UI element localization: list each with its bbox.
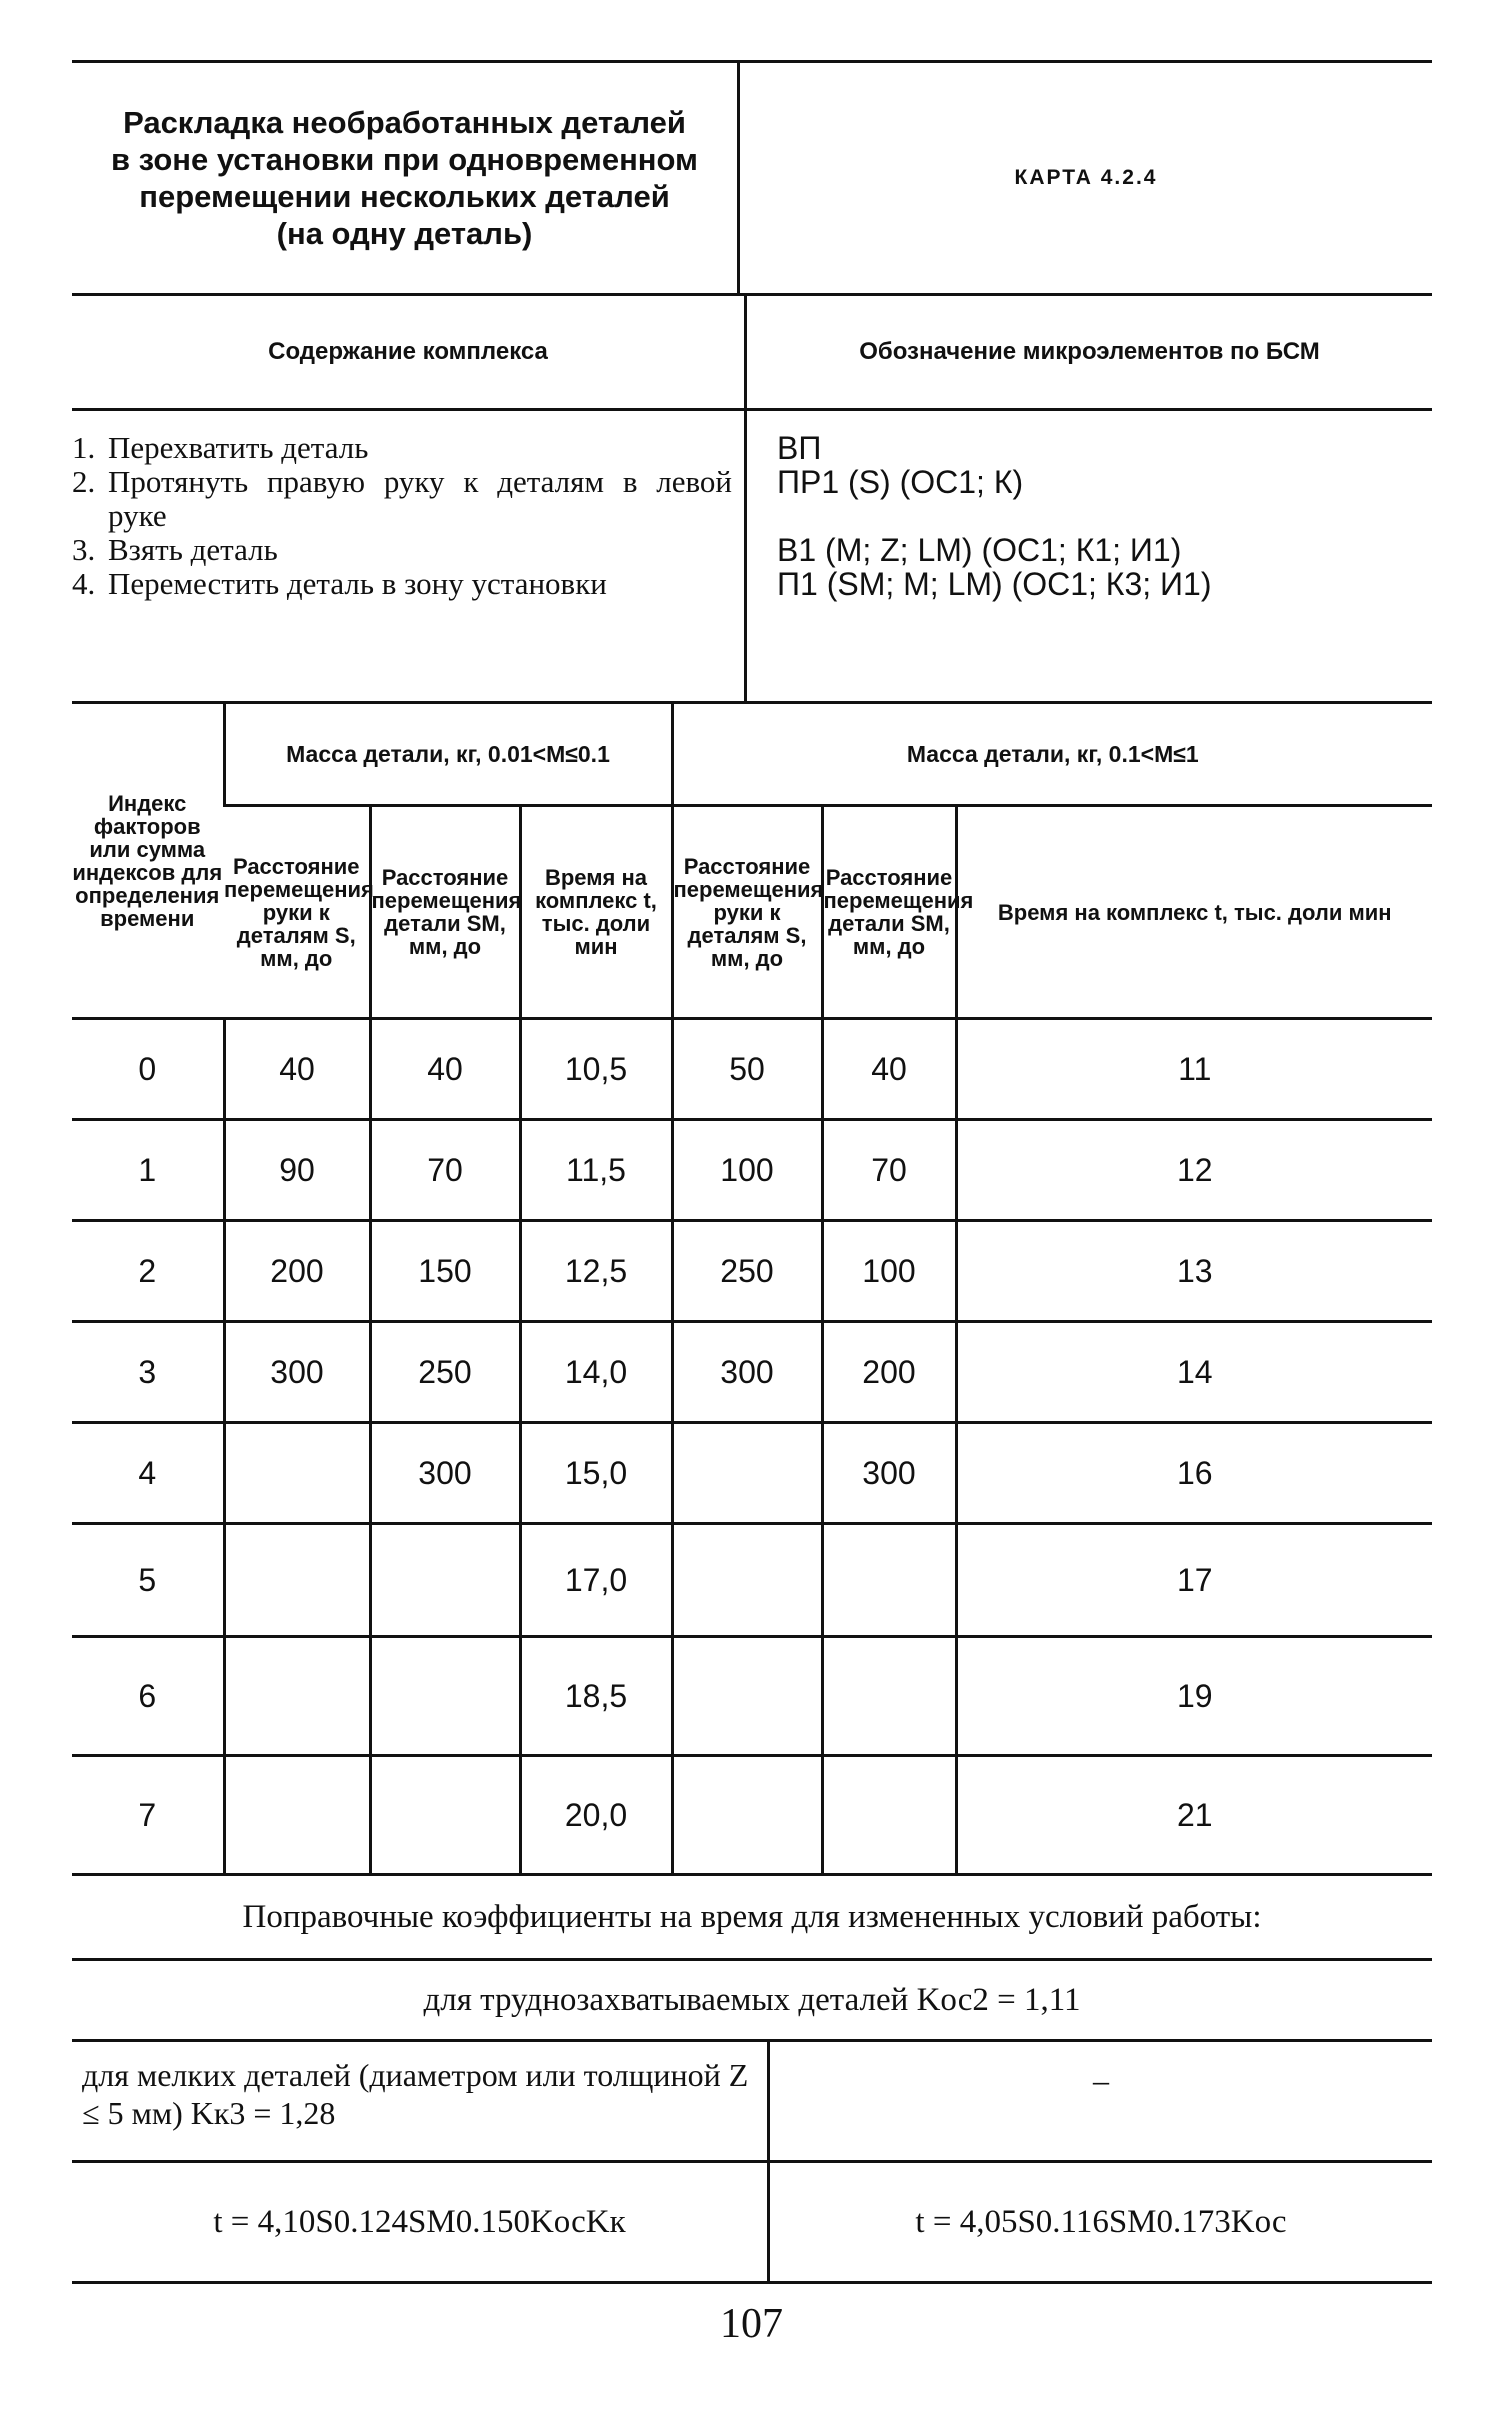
steps-list xyxy=(72,411,744,701)
step-code: ПР1 (S) (ОС1; К) xyxy=(777,464,1024,500)
table-row: 6 18,5 19 xyxy=(72,1637,1432,1756)
small-parts-row xyxy=(72,2042,1432,2160)
hard-grip-coefficient: для труднозахватываемых деталей Kос2 = 1,11 xyxy=(423,1981,1081,2018)
table-row: 0 40 40 10,5 50 40 11 xyxy=(72,1019,1432,1120)
sub-header: Расстояние перемещения детали SM, мм, до xyxy=(370,806,520,1019)
sub-header: Расстояние перемещения детали SM, мм, до xyxy=(822,806,956,1019)
sub-header: Время на комплекс t, тыс. доли мин xyxy=(956,806,1432,1019)
sub-header: Время на комплекс t, тыс. доли мин xyxy=(520,806,672,1019)
step-code: ВП xyxy=(777,430,822,466)
title-line: (на одну деталь) xyxy=(276,216,533,251)
title-line: в зоне установки при одновременном xyxy=(111,142,698,177)
formulas-row xyxy=(72,2163,1432,2281)
formula-left: t = 4,10S0.124SM0.150KосKк xyxy=(213,2203,626,2240)
sub-header: Расстояние перемещения руки к деталям S, мм, до xyxy=(672,806,822,1019)
steps-section xyxy=(72,411,1432,701)
group-header-heavy: Масса детали, кг, 0.1<M≤1 xyxy=(672,704,1432,806)
small-parts-coefficient: для мелких деталей (диаметром или толщиной Z ≤ 5 мм) Kк3 = 1,28 xyxy=(82,2057,749,2131)
step-code: П1 (SM; M; LM) (ОС1; К3; И1) xyxy=(777,566,1212,602)
card-number: КАРТА 4.2.4 xyxy=(1014,166,1158,189)
table-row: 3 300 250 14,0 300 200 14 xyxy=(72,1322,1432,1423)
designation-label: Обозначение микроэлементов по БСМ xyxy=(859,338,1320,365)
step-item: 2. Протянуть правую руку к деталям в левой руке xyxy=(72,464,732,533)
time-table xyxy=(72,704,1432,1876)
document-page xyxy=(72,60,1432,2284)
table-row: 2 200 150 12,5 250 100 13 xyxy=(72,1221,1432,1322)
codes-list xyxy=(747,411,1432,701)
title-line: Раскладка необработанных деталей xyxy=(123,105,686,140)
column-labels xyxy=(72,296,1432,408)
index-header: Индекс факторов или сумма индексов для определения времени xyxy=(72,704,224,1019)
corrections-title: Поправочные коэффициенты на время для измененных условий работы: xyxy=(242,1898,1262,1935)
table-row: 4 300 15,0 300 16 xyxy=(72,1423,1432,1524)
title-line: перемещении нескольких деталей xyxy=(139,179,670,214)
page-number: 107 xyxy=(720,2301,783,2347)
group-header-light: Масса детали, кг, 0.01<M≤0.1 xyxy=(224,704,672,806)
step-code: В1 (М; Z; LM) (ОС1; К1; И1) xyxy=(777,532,1182,568)
step-item: 3. Взять деталь xyxy=(72,532,278,567)
table-row: 5 17,0 17 xyxy=(72,1524,1432,1637)
card-title xyxy=(72,63,737,293)
small-parts-dash: – xyxy=(1093,2062,1109,2098)
table-row: 1 90 70 11,5 100 70 12 xyxy=(72,1120,1432,1221)
content-label: Содержание комплекса xyxy=(268,338,548,365)
table-row: 7 20,0 21 xyxy=(72,1756,1432,1875)
card-header xyxy=(72,63,1432,293)
step-item: 1. Перехватить деталь xyxy=(72,430,369,465)
sub-header: Расстояние перемещения руки к деталям S, мм, до xyxy=(224,806,370,1019)
formula-right: t = 4,05S0.116SM0.173Kос xyxy=(915,2203,1287,2240)
step-item: 4. Переместить деталь в зону установки xyxy=(72,566,607,601)
